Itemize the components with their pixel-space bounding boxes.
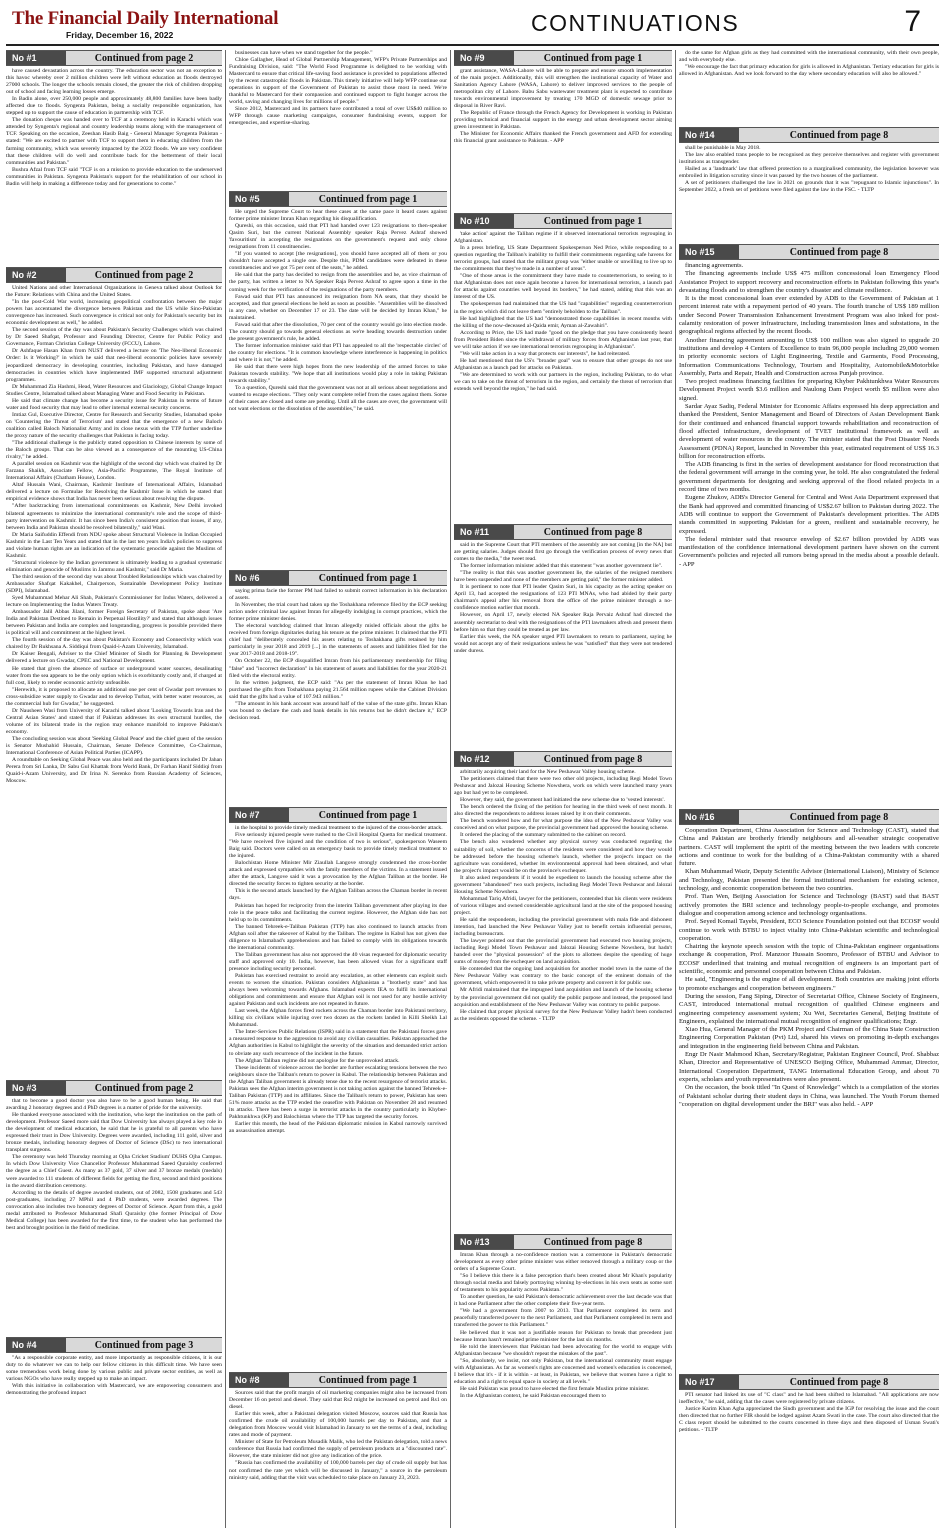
article [454,1234,672,1528]
paragraph: "One of those areas is the commitment they have made to counterterrorism, to seeing to it that Afghanistan does not once again become a haven for international terrorists, a launch pad for attacks against countries well beyond its borders," he had stated, adding that this was an interest of the US. [454,273,672,301]
article-number-tag: No #13 [454,1235,514,1249]
continuation-header [454,50,672,66]
article [679,1374,939,1474]
article [679,244,939,804]
paragraph: Prof. Tian Wen, Beijing Association for Science and Technology (BAST) said that BAST actively promotes the BRI science and technology people-to-people exchange, and promotes dialogue and cooperation among science and technology organisations. [679,893,939,917]
paragraph: A parallel session on Kashmir was the highlight of the second day which was chaired by Dr Farzana Shaikh, Associate Fellow, Asia-Pacific Programme, The Royal Institute of International Affairs (Chatham House), London. [6,461,222,482]
paragraph: The petitioners claimed that there were two other old projects, including Regi Model Town Peshawar and Jalozai Housing Scheme Nowshera, work on which were launched many years ago but had yet to be completed. [454,776,672,797]
paragraph: Syed Muhammad Mehar Ali Shah, Pakistan's Commissioner for Indus Waters, delivered a lecture on Implementing the Indus Waters Treaty. [6,595,222,609]
paragraph: grant assistance, WASA-Lahore will be able to prepare and ensure smooth implementation of the main project. Additionally, this will strengthen the institutional capacity of Water and Sanitation Agency Lahore (WASA, Lahore) to deliver improved services to the people of metropolitan city of Lahore. Babu Sabu wastewater treatment plant is expected to contribute towards environmental improvement by treating 170 MGD of domestic sewage prior to disposal in River Ravi. [454,68,672,110]
paragraph: in the hospital to provide timely medical treatment to the injured of the cross-border attack. [235,825,443,831]
paragraph: "Structural violence by the Indian government is ultimately leading to a gradual systematic elimination and genocide of Muslims in Jammu and Kashmir," said Dr Maria. [6,559,222,573]
column-2 [229,50,447,1528]
paragraph: "The amount in his bank account was around half of the value of the state gifts. Imran Khan was bound to declare the cash and bank details in his returns but he didn't declare it," ECP decision read. [229,700,447,721]
paragraph: The financing agreements include US$ 475 million concessional loan Emergency Flood Assistance Project to support recovery and reconstruction efforts in Pakistan following this year's devastating floods and to strengthen the country's disaster and climate resilience. [679,270,939,294]
continuation-header [6,1080,222,1096]
article-number-tag: No #10 [454,214,514,228]
article-number-tag: No #16 [679,810,739,824]
article [679,127,939,239]
continuation-header [679,809,939,825]
paragraph: During the session, Fang Siping, Director of Secretariat Office, Chinese Society of Engineers, CAST, introduced international mutual recognition of qualified Chinese engineers and engineering competency assessment system; Xu Wei, Secretaries General, Beijing Institute of Engineers, explained the international mutual recognition of engineer qualifications; Engr. [679,992,939,1025]
article-number-tag: No #15 [679,245,739,259]
article-body [229,50,447,128]
paragraph: Justice Karim Khan Agha appreciated the Sindh government and the IGP for resolving the issue and the court then directed that no further FIR should be lodged against Azam Swati in the case. The court also directed that the C class report should be submitted to the courts concerned in three days and then disposed of Usman Swati's petitions. - TLTP [679,1406,939,1434]
article [229,1372,447,1528]
paragraph: financing agreements. [685,262,744,269]
article-body [679,145,939,194]
column-1 [6,50,222,1528]
paragraph: Earlier this month, the head of the Pakistan diplomatic mission in Kabul narrowly survived an assassination attempt. [229,1120,447,1135]
paragraph: do the same for Afghan girls as they had committed with the international community, with their own people, and with everybody else. [679,50,939,64]
article-number-tag: No #8 [229,1373,289,1387]
paragraph: saying prima facie the former PM had failed to submit correct information in his declaration of assets. [229,588,447,602]
paragraph: However, they said, the government had initiated the new scheme due to 'vested interests'. [460,797,665,804]
paragraph: Xiao Hua, General Manager of the PKM Project and Chairman of the China State Construction Engineering Corporation Pakistan (Pvt) Ltd, shared his views on promoting in-depth exchanges and integration in the engineering field between China and Pakistan. [679,1026,939,1050]
paragraph: The third session of the second day was about Troubled Relationships which was chaired by Ambassador Shafqat Kakakhel, Chairperson, Sustainable Development Policy Institute (SDPI), Islamabad. [6,573,222,595]
paragraph: The law also enabled trans people to be recognised as they perceive themselves and register with government institutions as transgender. [679,152,939,166]
continued-from-label: Continued from page 1 [318,193,418,205]
article-number-tag: No #6 [229,571,289,585]
article [6,1080,222,1332]
article [679,50,939,122]
paragraph: He claimed that proper physical survey for the New Peshawar Valley hadn't been conducted as the residents opposed the scheme. - TLTP [454,1008,672,1022]
paragraph: He believed that it was not a justifiable reason for Pakistan to break that precedent just because Imran hasn't remained prime minister for the last six months. [454,1329,672,1343]
continuation-header [454,751,672,767]
paragraph: The ADB financing is first in the series of development assistance for flood reconstruction that the federal government will arrange in the coming year, he told. He also congratulated the federal government departments for designing and seeking approval of the flood related projects in a record time of two months. [679,461,939,494]
continuation-header [679,244,939,260]
continuation-header [6,50,222,66]
continued-from-label: Continued from page 8 [543,1236,643,1248]
continued-from-label: Continued from page 2 [94,1082,194,1094]
article-number-tag: No #2 [6,268,66,282]
paragraph: The donation cheque was handed over to TCF at a ceremony held in Karachi which was attended by Syngenta's regional and country leadership teams along with the management of TCF. Speaking on the occasion, Zeeshan Hasib Baig - General Manager Syngenta Pakistan - stated: "We are excited to partner with TCF to support them in educating children from the farming community, which was severely impacted by the 2022 floods. We are very confident that these children will do well and contribute back for the betterment of their local communities and Pakistan." [6,117,222,166]
continued-from-label: Continued from page 1 [318,572,418,584]
paragraph: He said that climate change has become a security issue for Pakistan in terms of future water and food security that may lead to other internal external security concerns. [6,397,222,411]
article-body [6,1355,222,1397]
column-divider [675,50,676,1528]
article [6,267,222,1075]
paragraph: The banned Tehreek-e-Taliban Pakistan (TTP) has also continued to launch attacks from Afghan soil after the takeover of Kabul by the Taliban. The regime in Kabul has not given due diligence to Islamabad's apprehensions and has failed to comply with its obligations towards the international community. [229,923,447,951]
paragraph: It also asked respondents if it would be expedient to launch the housing scheme after the government "abandoned" two such projects, including Regi Model Town Peshawar and Jalozai Housing Scheme Nowshera. [454,874,672,895]
paragraph: The ceremony was held Thursday morning at Ojha Cricket Stadium' DUHS Ojha Campus. In which Dow University Vice Chancellor Professor Muhammad Saeed Quraishy conferred the degree as a Chief Guest. As many as 37 gold, 37 silver and 37 bronze medals (medals) were awarded to 111 students of different fields for getting the first, second and third positions in the award distribution ceremony. [6,1154,222,1189]
paragraph: "So, absolutely, we insist, not only Pakistan, but the international community must engage with Afghanistan. As far as women's rights are concerned and women's education is concerned, I believe that it's - if it is within - at least, in Pakistan, we believe that women have a right to education and a right to equal space in society at all levels." [454,1357,672,1385]
paragraph: The lawyer pointed out that the provincial government had executed two housing projects, including Regi Model Town Peshawar and Jalozai Housing Scheme Nowshera, but hadn't handed over the "physical possession" of the plots to allottees despite the spending of huge sums of money from the exchequer on land acquisition. [454,938,672,966]
paragraph: In the Afghanistan context, he said Pakistan encouraged them to [460,1392,606,1399]
article-number-tag: No #5 [229,192,289,206]
paragraph: He said that the party has decided to resign from the assemblies and he, as vice chairman of the party, has written a letter to NA Speaker Raja Pervez Ashraf to agree upon a time in the coming week for the verification of the resignations of the party members. [229,272,447,293]
paragraph: It is pertinent to note that PTI leader Qasim Suri, in his capacity as the acting speaker on April 13, had accepted the resignations of 123 PTI MNAs, who had abided by their party chairman's appeal after his removal from the office of the prime minister through a no-confidence motion earlier that month. [454,584,672,612]
article-body [229,588,447,722]
paragraph: Balochistan Home Minister Mir Ziaullah Langove strongly condemned the cross-border attack and expressed sympathies with the family members of the victims. In a statement issued after the attack, Langove said it was a provocation by the Afghan Taliban at the border. He directed the security forces to tighten security at the border. [229,860,447,888]
continuation-header [454,1234,672,1250]
paragraph: Bushra Afzal from TCF said "TCF is on a mission to provide education to the underserved communities in Pakistan. Syngenta Pakistan's support for the rehabilitation of our school in Badin will help in making a difference today and for generations to come." [6,166,222,187]
paragraph: However, on April 17, newly elected NA Speaker Raja Pervaiz Ashraf had directed the assembly secretariat to deal with the resignations of the PTI lawmakers afresh and present them before him so that they could be treated as per law. [454,612,672,633]
paragraph: businesses can have when we stand together for the people." [235,50,373,56]
paragraph: A set of petitioners challenged the law in 2021 on grounds that it was "repugnant to Islamic injunctions". In September 2022, a fresh set of petitions were filed against the law in the FSC. - TLTP [679,180,939,194]
continued-from-label: Continued from page 8 [543,753,643,765]
continuation-header [454,213,672,229]
paragraph: These incidents of violence across the border are further escalating tensions between the two neighbours since the Taliban's return to power in Kabul. The relationship between Pakistan and the Afghan Taliban government is already tense due to the recent resurgence of terrorist attacks. Pakistan sees the Afghan interim government is not taking action against the banned Tehreek-e-Taliban Pakistan (TTP) and its affiliates. Since the Taliban's return to power, Pakistan has seen 51% more attacks as the TTP ended the ceasefire with Pakistan on November 28 and resumed its attacks. There has been a surge in terrorist attacks in the country particularly in Khyber-Pakhtunkhwa (KP) and Balochistan where the TTP has targeted the security forces. [229,1064,447,1120]
paragraph: He thanked everyone associated with the institution, who kept the institution on the path of development. Professor Saeed more said that Dow University has always played a key role in the development of medical education, he said that he is grateful to all parents who have expressed their trust in Dow University. Degrees were awarded, including 111 gold, silver and bronze medals, including honorary degrees of Doctor of Science (DSc) to two international transplant surgeons. [6,1112,222,1154]
paragraph: "We will take action in a way that protects our interests", he had reiterated. [460,350,631,357]
paragraph: 'take action' against the Taliban regime if it observed international terrorists regrouping in Afghanistan. [454,231,672,245]
paragraph: To another question, he said Pakistan's democratic achievement over the last decade was that it had one Parliament after the other complete their five-year term. [454,1294,672,1308]
article [229,807,447,1367]
paragraph: Cooperation Department, China Association for Science and Technology (CAST), stated that China and Pakistan are brotherly friendly neighbours and all-weather strategic cooperative partners. CAST will implement the spirit of the meeting between the two leaders with concrete actions and continue to work for the building of a China-Pakistan community with a shared future. [679,827,939,868]
paragraph: The bench wondered how and for what purpose the idea of the New Peshawar Valley was conceived and on what purpose, the provincial government had approved the housing scheme. [454,818,672,832]
continuation-header [679,127,939,143]
paragraph: The bench also wondered whether any physical survey was conducted regarding the suitability of soil, whether the concerns of the residents were considered and how they would be addressed before the housing scheme's launch, whether the project's impact on the agriculture was considered, whether its environmental approval had been obtained, and what the project's impact would be on the province's exchequer. [454,839,672,874]
article [6,1337,222,1528]
paragraph: "Herewith, it is proposed to allocate an additional one per cent of Gwadar port revenues to cross-subsidize water supply to Gwadar and to develop Turbat, with better water resources, as the commercial hub for Gwadar," he suggested. [6,686,222,707]
paragraph: The Minister for Economic Affairs thanked the French government and AFD for extending this financial grant assistance to Pakistan. - APP [454,131,672,145]
paragraph: The Inter-Services Public Relations (ISPR) said in a statement that the Pakistani forces gave a measured response to the aggression to avoid any civilian casualties. Pakistan approached the Afghan authorities in Kabul to highlight the severity of the situation and demanded strict action to obviate any such recurrence of the incident in the future. [229,1029,447,1057]
paragraph: A roundtable on Seeking Global Peace was also held and the participants included Dr Jahan Perera from Sri Lanka, Dr Sabu Gul Khattak from World Bank, Dr Farhan Hanif Siddiqi from Quaid-i-Azam University, and Dr Irina N. Serenko from Russian Academy of Sciences, Moscow. [6,757,222,785]
paragraph: shall be punishable in May 2018. [685,145,761,151]
continued-from-label: Continued from page 2 [94,269,194,281]
article-number-tag: No #17 [679,1375,739,1389]
paragraph: Imtiaz Gul, Executive Director, Centre for Research and Security Studies, Islamabad spoke on 'Countering the Threat of Terrorism' and stated that the emergence of a new Baloch coalition called Baloch Nationalist Army and its close nexus with the TTP further underline the proxy nature of the security challenges that Pakistan is facing today. [6,411,222,439]
paragraph: According to the details of degree awarded students, out of 2082, 1508 graduates and 543 post-graduates, including 27 MPhil and 4 PhD students, were awarded degrees. The convocation also includes two honorary degrees of Doctor of Science. Apart from this, a gold medal attributed to Professor Muhammad Shafi Quraishy (the former Principal of Dow Medical College) has been awarded for the first time, to the student who has performed the best and brought position in the field of medicine. [6,1189,222,1231]
paragraph: He had highlighted that the US had "demonstrated those capabilities in recent months with the killing of the now-deceased al-Qaida emir, Ayman al-Zawahiri". [454,315,672,329]
newspaper-logo: The Financial Daily International [12,8,279,29]
page-number: 7 [904,5,921,38]
paragraph: He said that there were high hopes from the new leadership of the armed forces to take Pakistan towards stability. "We hope that all institutions would play a role in taking Pakistan towards stability." [229,364,447,385]
paragraph: Dr Nausheen Wasi from University of Karachi talked about 'Looking Towards Iran and the Central Asian States' and stated that if Pakistan addresses its own structural hurdles, the volume of its bilateral trade in the region may enhance manifold to improve Pakistan's economy. [6,707,222,735]
column-divider [225,50,226,1528]
column-3 [454,50,672,1528]
paragraph: Pakistan has exercised restraint to avoid any escalation, as other elements can exploit such events to worsen the situation. Pakistan considers Afghanistan a "brotherly state" and has always been welcoming towards Afghans. Islamabad expects IEA to fulfil its international obligations and commitments and ensure that Afghan soil is not used for any hostile activity against Pakistan and such incidents are not repeated in future. [229,972,447,1008]
continuation-header [229,807,447,823]
paragraph: The former information minister said that PTI has appealed to all the 'respectable circles' of the country for elections. "It is common knowledge where interference is happening in politics and where it is not," he added. [229,342,447,363]
paragraph: have caused devastation across the country. The education sector was not an exception to this havoc whereby over 2 million children were left without education as floods destroyed 27000 schools. The longer the schools remain closed, the greater the risk of children dropping out of school and facing learning losses emerge. [6,68,222,96]
continued-from-label: Continued from page 8 [789,129,889,141]
paragraph: The bench ordered the fixing of the petition for hearing in the third week of next month. It also directed the respondents to address issues raised by it on their comments. [454,804,672,818]
paragraph: "As a responsible corporate entity, and more importantly as responsible citizens, it is our duty to do whatever we can to help our fellow citizens in this difficult time. We have seen some tremendous work being done by various public and private sector entities, as well as various NGOs who have really stepped up to make an impact. [6,1355,222,1383]
paragraph: Eugene Zhukov, ADB's Director General for Central and West Asia Department expressed that the Bank had approved and committed financing of US$2.67 billion to Pakistan during 2022. The ADB will continue to support the Government of Pakistan's development priorities. The ADB stands committed in supporting Pakistan for a green, resilient and sustainable recovery, he expressed. [679,494,939,535]
paragraph: Minister of State for Petroleum Musadik Malik, who led the Pakistan delegation, told a news conference that Russia had confirmed the supply of petroleum products at a "discounted rate". However, the state minister did not give any indication of the price. [229,1439,447,1460]
article-body [454,231,672,393]
paragraph: The spokesperson had maintained that the US had "capabilities" regarding counterterrorism in the region which did not leave them "entirely beholden to the Taliban". [454,301,672,315]
paragraph: In a press briefing, US State Department Spokesperson Ned Price, while responding to a question regarding the Taliban's inability to fulfill their commitments regarding safe havens for terrorist groups, had stated that the militant group was "either unable or unwilling to live up to the commitments that they've made in a number of areas". [454,245,672,273]
masthead [6,4,939,42]
paragraph: The second session of the day was about Pakistan's Security Challenges which was chaired by Dr Saeed Shafqat, Professor and Founding Director, Centre for Public Policy and Governance, Forman Christian College University (FCCU), Lahore. [6,327,222,348]
article-body [454,68,672,146]
paragraph: Chloe Gallagher, Head of Global Partnership Management, WFP's Private Partnerships and Fundraising Division, said: "The World Food Programme is delighted to be working with Mastercard to ensure that critical life-saving food assistance is provided to populations affected by the recent catastrophic floods in Pakistan. This timely initiative will help WFP continue our operations in support of the Government of Pakistan to assist those most in need. We're thankful to Mastercard for their compassion and continued support to fight hunger across the world, saving and changing lives for millions of people." [229,57,447,106]
continued-from-label: Continued from page 1 [318,1374,418,1386]
column-4 [679,50,939,1528]
paragraph: He contended that the ongoing land acquisition for another model town in the name of the New Peshawar Valley was contrary to the basic concept of the eminent domain of the government, which empowered it to take private property and convert it for public use. [454,966,672,987]
article [679,809,939,1369]
paragraph: "The additional challenge is the publicly stated opposition to Chinese interests by some of the Baloch groups. That can be also viewed as a consequence of the mounting US-China rivalry," he added. [6,440,222,461]
paragraph: He urged the Supreme Court to hear these cases at the same pace it heard cases against former prime minister Imran Khan regarding his disqualification. [229,209,447,223]
paragraph: According to Price, the US had made "good on the pledge that you have consistently heard from President Biden since the withdrawal of military forces from Afghanistan last year, that we will take action if we see international terrorists regrouping in Afghanistan". [454,329,672,350]
paragraph: Chairing the keynote speech session with the topic of China-Pakistan engineer organisations exchange & cooperation, Prof. Manzoor Hussain Soomro, Professor of BTBU and Advisor to ECOSF underlined that training and mutual recognition of engineers is an important part of scientific, economic and personnel cooperation between China and Pakistan. [679,943,939,976]
paragraph: Dr Ashfaque Hasan Khan from NUST delivered a lecture on 'The Neo-liberal Economic Order: Is it Working?' in which he said that neo-liberal economic policies have severely jeopardized democracy in developing countries, including Pakistan, and have damaged democracies in countries which have implemented IMF supported structural adjustment programmes. [6,348,222,383]
continuation-header [454,524,672,540]
continuation-header [6,1337,222,1353]
article [454,524,672,746]
continuation-header [229,570,447,586]
paragraph: Fawad said that PTI has announced its resignation from NA seats, that they should be accepted, and that general elections be held as soon as possible. "Assemblies will be dissolved in any case, whether on December 17 or 23. The date will be decided by Imran Khan," he maintained. [229,293,447,321]
masthead-rule [6,44,939,46]
paragraph: that to become a good doctor you also have to be a good human being. He said that awarding 2 honorary degrees and 4 PhD degrees is a matter of pride for the university. [6,1098,222,1112]
paragraph: In the written judgment, the ECP said: "As per the statement of Imran Khan he had purchased the gifts from Toshakhana paying 21.564 million rupees while the Cabinet Division said that the gifts had a value of 107.943 million." [229,679,447,700]
paragraph: He said Pakistan was proud to have elected the first female Muslim prime minister. [460,1385,650,1392]
paragraph: He stated that given the absence of surface or underground water sources, desalinating water from the sea appears to be the only option which is exorbitantly costly and, if charged at full cost, likely to render economic activity unfeasible. [6,665,222,686]
paragraph: The federal minister said that resource envelop of $2.67 billion provided by ADB was manifestation of the confidence international development partners have shown on the current Government's policies and rejected all rumors being spread in the media about a possible default. - APP [679,535,939,568]
paragraph: He said the respondents, including the provincial government with mala fide and dishonest intention, had launched the New Peshawar Valley just to benefit certain influential persons, including bureaucrats. [454,916,672,938]
paragraph: United Nations and other International Organizations in Geneva talked about Outlook for the Future: Relations with China and the United States. [6,285,222,299]
article-body [6,68,222,188]
paragraph: "After backtracking from international commitments on Kashmir, New Delhi invoked bilateral agreements to minimize the international community's role and the scope of third-party intervention on Kashmir. It has since been India's consistent position that issues, if any, between India and Pakistan should be resolved bilaterally," said Wani. [6,503,222,531]
paragraph: "We encourage the fact that primary education for girls is allowed in Afghanistan. Tertiary education for girls is allowed in Afghanistan. And we look forward to the day where secondary education will also be allowed." [679,64,939,78]
paragraph: With this initiative in collaboration with Mastercard, we are empowering consumers and demonstrating the profound impact [6,1383,222,1397]
article [454,213,672,519]
article-body [679,827,939,1109]
paragraph: Engr Dr Nasir Mahmood Khan, Secretary/Registrar, Pakistan Engineer Council, Prof. Shabbaz Khan, Director and Representative of UNESCO Beijing Office, Muhammad Ammar, Director, International Cooperation Department, TANG International Education Group, and about 70 experts, scholars and youth representatives were also present. [679,1051,939,1083]
continuation-header [229,191,447,207]
paragraph: Fawad said that after the dissolution, 70 per cent of the country would go into election mode. The country should go towards general elections as we're heading towards destruction under the present government's rule, he added. [229,321,447,342]
paragraph: He had mentioned that the US's "broader goal" was to ensure that other groups do not use Afghanistan as a launch pad for attacks on Pakistan. [454,357,672,371]
article-body [454,769,672,1023]
paragraph: PTI senator had linked its use of "C class" and he had been shifted to Islamabad. "All applications are now ineffective," he said, adding that the cases were registered by private citizens. [679,1392,939,1406]
paragraph: Earlier this week, the NA speaker urged PTI lawmakers to return to parliament, saying he would not accept any of their resignations unless he was "satisfied" that they were not tendered under duress. [454,633,672,654]
article-number-tag: No #9 [454,51,514,65]
article-body [229,825,447,1135]
paragraph: Ambassador Jalil Abbas Jilani, former Foreign Secretary of Pakistan, spoke about 'Are India and Pakistan Destined to Remain in Perpetual Hostility?' and stated that although issues between Pakistan and India are complex and longstanding, progress is possible provided there is political will and commitment at the highest level. [6,609,222,637]
article-body [454,542,672,655]
paragraph: Hailed as a 'landmark' law that offered protection to a marginalised community, the legislation however was embroiled in litigation scrutiny since it was passed by the two houses of the parliament. [679,166,939,180]
paragraph: "In the post-Cold War world, increasing geopolitical confrontation between the major powers has accentuated the divergence between Pakistan and the US while Sino-Pakistan convergence has increased. Such convergence is critical not only for Pakistan's security but its economic development as well," he added. [6,299,222,327]
continued-from-label: Continued from page 8 [789,1376,889,1388]
paragraph: Since 2012, Mastercard and its partners have contributed a total of over US$40 million to WFP through cause marketing campaigns, consumer fundraising events, support for emergencies, and expertise-sharing. [229,106,447,127]
paragraph: The fourth session of the day was about Pakistan's Economy and Connectivity which was chaired by Dr Rukhsana A. Siddiqui from Quaid-i-Azam University, Islamabad. [6,637,222,651]
paragraph: Earlier this week, after a Pakistani delegation visited Moscow, sources said that Russia has confirmed the crude oil availability of 100,000 barrels per day to Pakistan, and that a delegation from Moscow would visit Islamabad in January to set the terms of a deal, including rates and mode of payment. [229,1411,447,1439]
paragraph: Altaf Hussain Wani, Chairman, Kashmir Institute of International Affairs, Islamabad delivered a lecture on Formulae for Resolving the Kashmir Issue in which he stated that empirical evidence shows that India has never been serious about resolving the dispute. [6,482,222,503]
continued-from-label: Continued from page 8 [543,526,643,538]
continued-from-label: Continued from page 1 [543,52,643,64]
paragraph: Two project readiness financing facilities for preparing Khyber Pakhtunkhwa Water Resources Development Project worth $3.6 million and Naulong Dam Project worth $5 million were also signed. [679,378,939,402]
article [454,50,672,208]
article [229,191,447,565]
paragraph: "So I believe this there is a false perception that's been created about Mr Khan's popularity through social media and falsely portraying winning by-elections in his own seats as some sort of testaments to his popularity across Pakistan." [454,1273,672,1294]
continued-from-label: Continued from page 3 [94,1339,194,1351]
paragraph: On the occasion, the book titled "In Quest of Knowledge" which is a compilation of the stories of Pakistani scholar during their student days in China, was launched. The Youth Forum themed "cooperation on digital development under the BRI" was also held. - APP [679,1084,939,1108]
paragraph: To a question, Qureshi said that the government was not at all serious about negotiations and wanted to escape elections. "They only want complete relief from the cases against them. Some of their cases are closed and some are pending. Until all the cases are over, the government will not want elections or the dissolution of the assemblies," he said. [229,385,447,413]
paragraph: Sources said that the profit margin of oil marketing companies might also be increased from December 16 on petrol and diesel. They said that Rs2 might be increased on petrol and Rs1 on diesel. [229,1390,447,1411]
paragraph: Dr Maria Saifuddin Effendi from NDU spoke about Structural Violence in Indian Occupied Kashmir in the Last Ten Years and stated that in the last ten years India's policies to suppress and violate human rights are an indication of the systematic genocide against the Muslims of Kashmir. [6,531,222,559]
paragraph: The Republic of France through the French Agency for Development is working in Pakistan providing technical and financial support in the energy and urban development sector aiming green investment in Pakistan. [454,110,672,131]
article [6,50,222,262]
paragraph: "Russia has confirmed the availability of 100,000 barrels per day of crude oil supply but has not confirmed the rate yet which will be discussed in January," a source in the petroleum ministry said, adding that the visit was scheduled to take place on January 23, 2023. [229,1460,447,1481]
article-number-tag: No #7 [229,808,289,822]
article [229,570,447,802]
paragraph: On October 22, the ECP disqualified Imran from his parliamentary membership for filing "false" and "incorrect declaration" in his statement of assets and liabilities for the year 2020-21 filed with the electoral entity. [229,658,447,679]
article-body [6,1098,222,1232]
paragraph: "We had a government from 2007 to 2013. That Parliament completed its term and peacefully transferred power to the next Parliament, and that Parliament completed its term and transferred the power to this Parliament." [454,1308,672,1329]
paragraph: Sardar Ayaz Sadiq, Federal Minister for Economic Affairs expressed his deep appreciation and thanked the President, Senior Management and Board of Directors of Asian Development Bank for their continued and enhanced financial support towards rehabilitation and reconstruction of flood affected infrastructure, development of TVET institutional framework as well as development of water resources in the country. The minister stated that the Post Disaster Needs Assessment (PDNA) Report, launched in November this year, estimated requirement of US$ 16.3 billion for reconstruction efforts. [679,403,939,460]
article-body [679,50,939,78]
paragraph: In Badin alone, over 250,000 people and approximately 48,800 families have been badly affected due to floods. Syngenta Pakistan, being a socially responsible organization, has stepped up to support the cause of education in partnership with TCF. [6,96,222,117]
paragraph: "We are determined to work with our partners in the region, including Pakistan, to do what we can to take on the threat of terrorism in the region, and certainly the threat of terrorism that extends well beyond the region," he had said. [454,371,672,393]
article [229,50,447,186]
article [454,751,672,1229]
paragraph: Five seriously injured people were rushed to the Civil Hospital Quetta for medical treatment. "We have received five injured and the condition of two is serious", spokesperson Waseem Baig said. Doctors were called on an emergency basis to provide timely medical treatment to the injured. [229,832,447,860]
paragraph: Qureshi, on this occasion, said that PTI had handed over 123 resignations to then-speaker Qasim Suri, but the current National Assembly speaker Raja Pervez Ashraf showed 'favouritism' in accepting the resignations on the government's request and only chose resignations from 11 constituencies. [229,223,447,251]
article-body [229,209,447,413]
paragraph: Dr Kaiser Bengali, Adviser to the Chief Minister of Sindh for Planning & Development delivered a lecture on Gwadar, CPEC and National Development. [6,651,222,665]
paragraph: Mohammad Tariq Afridi, lawyer for the petitioners, contended that his clients were residents of various villages and owned considerable agricultural land at the site of the proposed housing project. [454,895,672,916]
continued-from-label: Continued from page 1 [318,809,418,821]
continued-from-label: Continued from page 2 [94,52,194,64]
paragraph: In November, the trial court had taken up the Toshakhana reference filed by the ECP seeking action under criminal law against Imran for allegedly indulging in corrupt practices, which the former prime minister denies. [229,602,447,623]
dateline: Friday, December 16, 2022 [66,30,174,40]
article-number-tag: No #3 [6,1081,66,1095]
paragraph: The Taliban government has also not approved the 40 visas requested for diplomatic security staff and approved only 10. India, however, has been allowed visas for a significant staff presence including security personnel. [229,951,447,972]
article-body [229,1390,447,1482]
paragraph: Khan Muhammad Wazir, Deputy Scientific Advisor (International Liaison), Ministry of Science and Technology, Pakistan presented the formal institutional mechanism for existing science, technology, and economic cooperation between the two countries. [679,868,939,893]
article-body [6,285,222,785]
paragraph: "If you wanted to accept [the resignations], you should have accepted all of them or you shouldn't have accepted a single one. Despite this, PDM candidates were defeated in these constituencies and we got 75 per cent of the seats," he added. [229,251,447,272]
article-body [679,262,939,569]
paragraph: said in the Supreme Court that PTI members of the assembly are not coming [in the NA] but are getting salaries. Judges should first go through the verification process of every news that comes to the media," the tweet read. [454,542,672,563]
article-number-tag: No #14 [679,128,739,142]
article-number-tag: No #11 [454,525,514,539]
paragraph: It is the most concessional loan ever extended by ADB to the Government of Pakistan at 1 percent interest rate with a repayment period of 40 years. The fourth tranche of US$ 189 million under Second Power Transmission Enhancement Investment Program was also inked for post-calamity restoration of power infrastructure, including transmission lines and substations, in the geographical regions affected by the recent floods. [679,295,939,336]
continuation-header [229,1372,447,1388]
paragraph: It ordered the placing of the summary submitted to the cabinet on record. [460,832,627,839]
section-title: CONTINUATIONS [531,10,740,36]
article-number-tag: No #1 [6,51,66,65]
column-divider [450,50,451,1528]
article-body [454,1252,672,1400]
paragraph: Dr Muhammad Zia Hashmi, Head, Water Resources and Glaciology, Global Change Impact Studies Centre, Islamabad talked about Managing Water and Food Security in Pakistan. [6,383,222,397]
article-number-tag: No #12 [454,752,514,766]
paragraph: He told the interviewers that Pakistan had been advocating for the world to engage with Afghanistan because "we shouldn't repeat the mistakes of the past". [454,1343,672,1357]
paragraph: Mr Afridi maintained that the impugned land acquisition and launch of the housing scheme by the provincial government did not qualify the public purpose and instead, the proposed land acquisition and establishment of the New Peshawar Valley was contrary to public purpose. [454,987,672,1008]
paragraph: Last week, the Afghan forces fired rockets across the Chaman border into Pakistani territory, killing six civilians while injuring over two dozen as the rockets landed in Killi Sheikh Lal Muhammad. [229,1008,447,1029]
paragraph: The former information minister added that this statement "was another government lie". [460,563,663,570]
article-body [679,1392,939,1434]
continued-from-label: Continued from page 8 [789,811,889,823]
paragraph: arbitrarily acquiring their land for the New Peshawar Valley housing scheme. [460,769,636,775]
paragraph: This is the second attack launched by the Afghan Taliban across the Chaman border in recent days. [229,888,447,902]
paragraph: Imran Khan through a no-confidence motion was a cornerstone in Pakistan's democratic development as every other prime minister was either removed through a military coup or the orders of a Supreme Court. [454,1252,672,1273]
paragraph: Prof. Seyed Komail Tayebi, President, ECO Science Foundation pointed out that ECOSF would continue to work with BTBU to inject vitality into China-Pakistan scientific and technological cooperation. [679,918,939,942]
continued-from-label: Continued from page 1 [543,215,643,227]
paragraph: The concluding session was about 'Seeking Global Peace' and the chief guest of the session is Senator Mushahid Hussain, Chairman, Senate Defence Committee, Co-Chairman, International Conference of Asian Political Parties (ICAPP). [6,736,222,757]
paragraph: Another financing agreement amounting to US$ 100 million was also signed to upgrade 20 institutions and develop 4 Centers of Excellence to train 96,000 people including 29,000 women in priority economic sectors of Light Engineering, Textile and Garments, Food Processing, Information Communications Technology, Tourism and Hospitality, Automobile&Motorbike Assembly, Parts and Repair, Health and Construction across Punjab province. [679,336,939,377]
paragraph: Pakistan has hoped for reciprocity from the interim Taliban government after playing its due role in the peace talks and facilitating the current regime. However, the Afghan side has not held up to its commitments. [229,902,447,923]
paragraph: "The reality is that this was another government lie, the salaries of the resigned members have been suspended and none of the members are getting paid," the former minister added. [454,570,672,584]
article-number-tag: No #4 [6,1338,66,1352]
continuation-header [679,1374,939,1390]
paragraph: The Afghan Taliban regime did not apologise for the unprovoked attack. [235,1057,400,1064]
continued-from-label: Continued from page 8 [789,246,889,258]
paragraph: He said, "Engineering is the engine of all development. Both countries are making joint efforts to promote exchanges and cooperation between engineers." [679,976,939,992]
paragraph: The electoral watchdog claimed that Imran allegedly misled officials about the gifts he received from foreign dignitaries during his tenure as the prime minister. It claimed that the PTI chief had "deliberately concealed his assets relating to Toshakhana gifts retained by him particularly in year 2018 and 2019 [...] in the statements of assets and liabilities filed for the year 2017-2018 and 2018-19". [229,623,447,658]
continuation-header [6,267,222,283]
